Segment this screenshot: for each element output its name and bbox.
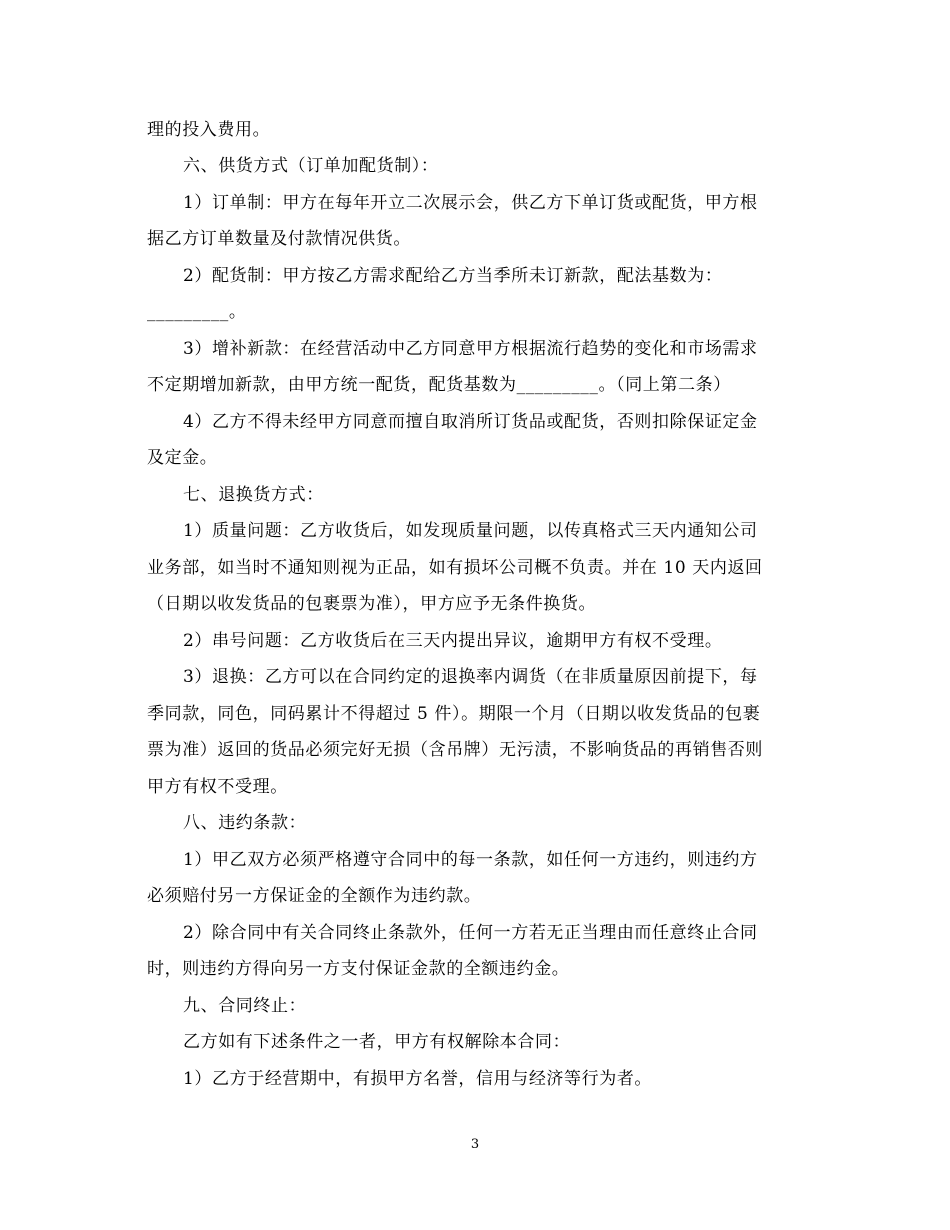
paragraph-line: 1）质量问题：乙方收货后，如发现质量问题，以传真格式三天内通知公司 — [183, 521, 758, 541]
section-heading-termination: 九、合同终止： — [183, 996, 307, 1016]
paragraph-line: 4）乙方不得未经甲方同意而擅自取消所订货品或配货，否则扣除保证定金 — [183, 412, 758, 432]
paragraph-line: 3）退换：乙方可以在合同约定的退换率内调货（在非质量原因前提下，每 — [183, 667, 758, 687]
paragraph-line: 1）甲乙双方必须严格遵守合同中的每一条款，如任何一方违约，则违约方 — [183, 850, 758, 870]
paragraph-line: 不定期增加新款，由甲方统一配货，配货基数为_________。（同上第二条） — [147, 375, 731, 395]
paragraph-line: 1）订单制：甲方在每年开立二次展示会，供乙方下单订货或配货，甲方根 — [183, 193, 758, 213]
paragraph-line: 2）配货制：甲方按乙方需求配给乙方当季所未订新款，配法基数为： — [183, 266, 723, 286]
paragraph-line: 季同款，同色，同码累计不得超过 5 件）。期限一个月（日期以收发货品的包裹 — [147, 704, 761, 724]
paragraph-line: 1）乙方于经营期中，有损甲方名誉，信用与经济等行为者。 — [183, 1069, 653, 1089]
paragraph-line: 业务部，如当时不通知则视为正品，如有损坏公司概不负责。并在 10 天内返回 — [147, 558, 763, 578]
paragraph-line: 据乙方订单数量及付款情况供货。 — [147, 229, 411, 249]
paragraph-line: 时，则违约方得向另一方支付保证金款的全额违约金。 — [147, 959, 570, 979]
paragraph-line: 理的投入费用。 — [147, 120, 271, 140]
page-number: 3 — [470, 1137, 480, 1152]
paragraph-line: 及定金。 — [147, 448, 218, 468]
paragraph-line: 2）除合同中有关合同终止条款外，任何一方若无正当理由而任意终止合同 — [183, 923, 758, 943]
section-heading-returns: 七、退换货方式： — [183, 485, 324, 505]
section-heading-breach: 八、违约条款： — [183, 813, 307, 833]
paragraph-line: 3）增补新款：在经营活动中乙方同意甲方根据流行趋势的变化和市场需求 — [183, 339, 758, 359]
paragraph-line: _________。 — [147, 302, 247, 322]
paragraph-line: 乙方如有下述条件之一者，甲方有权解除本合同： — [183, 1032, 571, 1052]
section-heading-supply: 六、供货方式（订单加配货制）： — [183, 156, 439, 176]
paragraph-line: （日期以收发货品的包裹票为准），甲方应予无条件换货。 — [147, 594, 597, 614]
paragraph-line: 票为准）返回的货品必须完好无损（含吊牌）无污渍，不影响货品的再销售否则 — [147, 740, 763, 760]
paragraph-line: 2）串号问题：乙方收货后在三天内提出异议，逾期甲方有权不受理。 — [183, 631, 723, 651]
paragraph-line: 甲方有权不受理。 — [147, 777, 288, 797]
paragraph-line: 必须赔付另一方保证金的全额作为违约款。 — [147, 886, 482, 906]
